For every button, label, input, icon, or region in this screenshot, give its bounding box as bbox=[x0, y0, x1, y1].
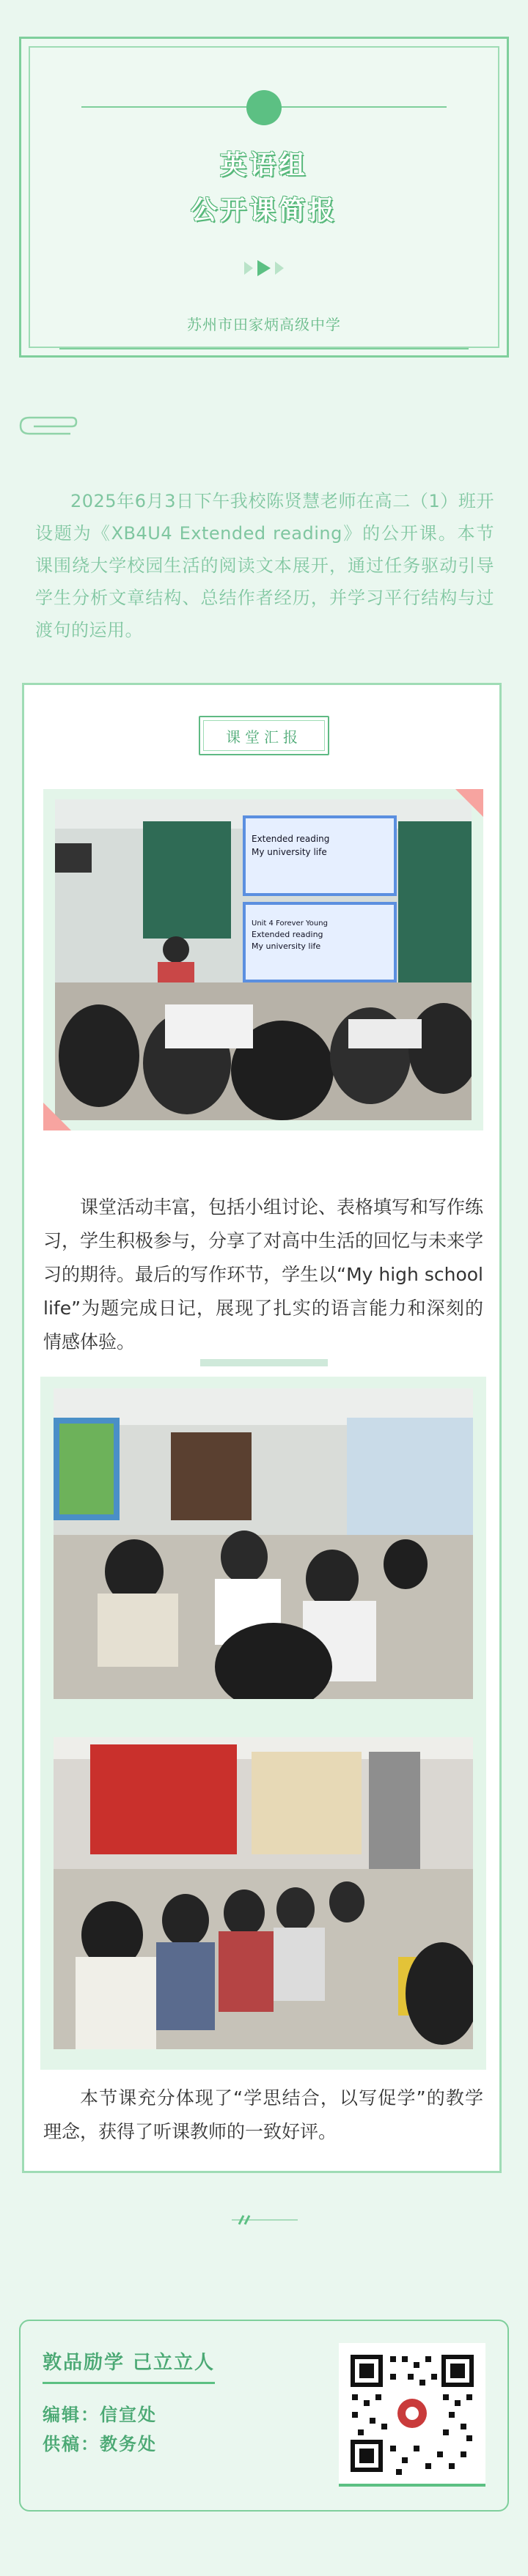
activity-paragraph: 课堂活动丰富，包括小组讨论、表格填写和写作练习，学生积极参与，分享了对高中生活的回忆与未来学习的期待。最后的写作环节，学生以“My high school life”为题完成日记，展现了扎实的语言能力和深刻的情感体验。 bbox=[43, 1196, 484, 1352]
screen-top-line-2: My university life bbox=[252, 847, 327, 857]
section-label: 课堂汇报 bbox=[226, 728, 302, 746]
classroom-photo-1 bbox=[55, 799, 472, 1120]
closing-paragraph: 本节课充分体现了“学思结合，以写促学”的教学理念，获得了听课教师的一致好评。 bbox=[43, 2087, 483, 2142]
page-title-line2: 公开课简报 bbox=[190, 196, 337, 226]
intro-paragraph: 2025年6月3日下午我校陈贤慧老师在高二（1）班开设题为《XB4U4 Extended reading》的公开课。本节课围绕大学校园生活的阅读文本展开，通过任务驱动引导学生分析文章结构、总结作者经历，并学习平行结构与过渡句的运用。 bbox=[35, 491, 494, 640]
classroom-photo-2 bbox=[54, 1388, 473, 1699]
classroom-photo-3 bbox=[54, 1737, 473, 2049]
screen-top-line-1: Extended reading bbox=[252, 834, 330, 844]
header-inner-border bbox=[29, 46, 499, 348]
screen-bottom-line-1: Unit 4 Forever Young bbox=[252, 919, 328, 928]
dash-deco-icon bbox=[232, 2214, 298, 2226]
header-card bbox=[19, 37, 509, 358]
section-label-badge bbox=[199, 716, 329, 755]
photo1-corner-tr bbox=[455, 789, 483, 817]
screen-bottom-line-3: My university life bbox=[252, 941, 321, 951]
play-arrows-icon bbox=[231, 260, 297, 276]
page-title-line1: 英语组 bbox=[219, 150, 308, 180]
qr-code-icon bbox=[339, 2343, 485, 2484]
green-divider bbox=[200, 1359, 328, 1366]
school-name: 苏州市田家炳高级中学 bbox=[187, 316, 341, 333]
report-card bbox=[22, 683, 502, 2173]
photo1-corner-bl bbox=[43, 1103, 71, 1130]
header-dot-icon bbox=[246, 90, 282, 125]
school-motto: 敦品励学 己立立人 bbox=[43, 2347, 215, 2384]
provider-credit: 供稿：教务处 bbox=[43, 2434, 157, 2454]
paperclip-deco-icon bbox=[19, 415, 78, 437]
photo1-frame bbox=[43, 789, 483, 1130]
footer-card bbox=[19, 2320, 509, 2512]
screen-bottom-line-2: Extended reading bbox=[252, 930, 323, 939]
qr-code[interactable] bbox=[339, 2343, 485, 2487]
editor-credit: 编辑：信宣处 bbox=[43, 2405, 157, 2425]
photos-frame bbox=[40, 1377, 486, 2070]
header-bottom-line bbox=[59, 348, 469, 349]
